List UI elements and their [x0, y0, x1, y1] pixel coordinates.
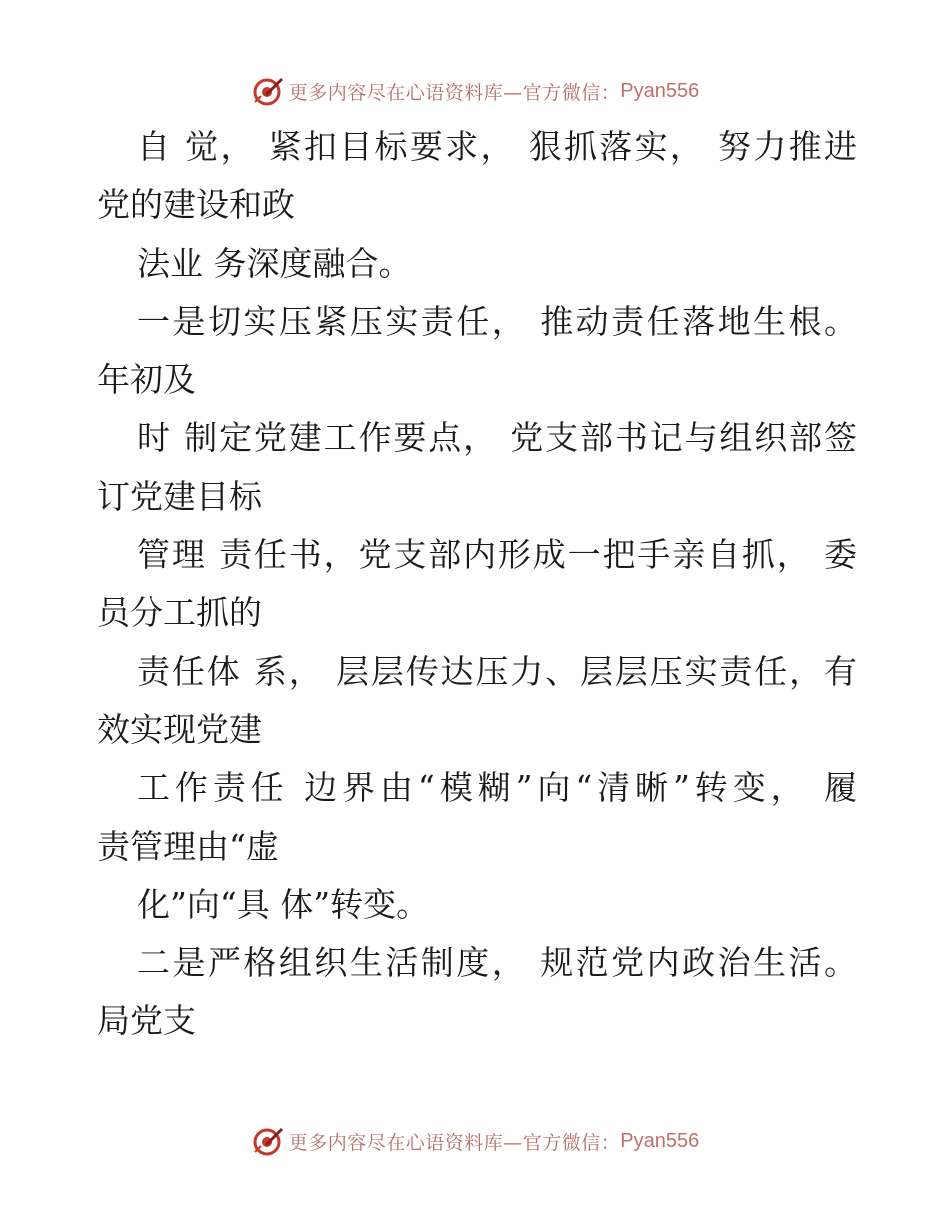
text-line: 党的建设和政: [97, 185, 295, 225]
text-line: 管理 责任书，党支部内形成一把手亲自抓， 委: [137, 535, 857, 575]
text-line: 自 觉， 紧扣目标要求， 狠抓落实， 努力推进: [137, 127, 857, 166]
watermark-text: 更多内容尽在心语资料库—官方微信：: [288, 81, 621, 104]
text-line: 责管理由“虚: [97, 826, 279, 866]
text-line: 化”向“具 体”转变。: [137, 884, 430, 924]
text-line: 法业 务深度融合。: [137, 243, 412, 283]
text-line: 工作责任 边界由“模糊”向“清晰”转变， 履: [137, 768, 857, 808]
text-line: 员分工抓的: [97, 593, 262, 633]
text-line: 时 制定党建工作要点， 党支部书记与组织部签: [137, 418, 857, 458]
watermark-handle: Pyan556: [620, 79, 700, 102]
text-line: 一是切实压紧压实责任， 推动责任落地生根。: [137, 301, 857, 341]
text-line: 年初及: [97, 360, 196, 400]
text-line: 局党支: [97, 1001, 196, 1041]
text-line: 二是严格组织生活制度， 规范党内政治生活。: [137, 943, 857, 983]
footer-watermark: [0, 1121, 950, 1161]
text-line: 订党建目标: [97, 476, 262, 516]
text-line: 效实现党建: [97, 709, 262, 749]
watermark-handle: Pyan556: [620, 1129, 700, 1152]
text-line: 责任体 系， 层层传达压力、层层压实责任，有: [137, 651, 857, 691]
document-body: [97, 118, 857, 1051]
watermark-text: 更多内容尽在心语资料库—官方微信：: [288, 1131, 621, 1154]
pen-logo-icon: [251, 1124, 285, 1158]
pen-logo-icon: [251, 74, 285, 108]
header-watermark: [0, 71, 950, 111]
